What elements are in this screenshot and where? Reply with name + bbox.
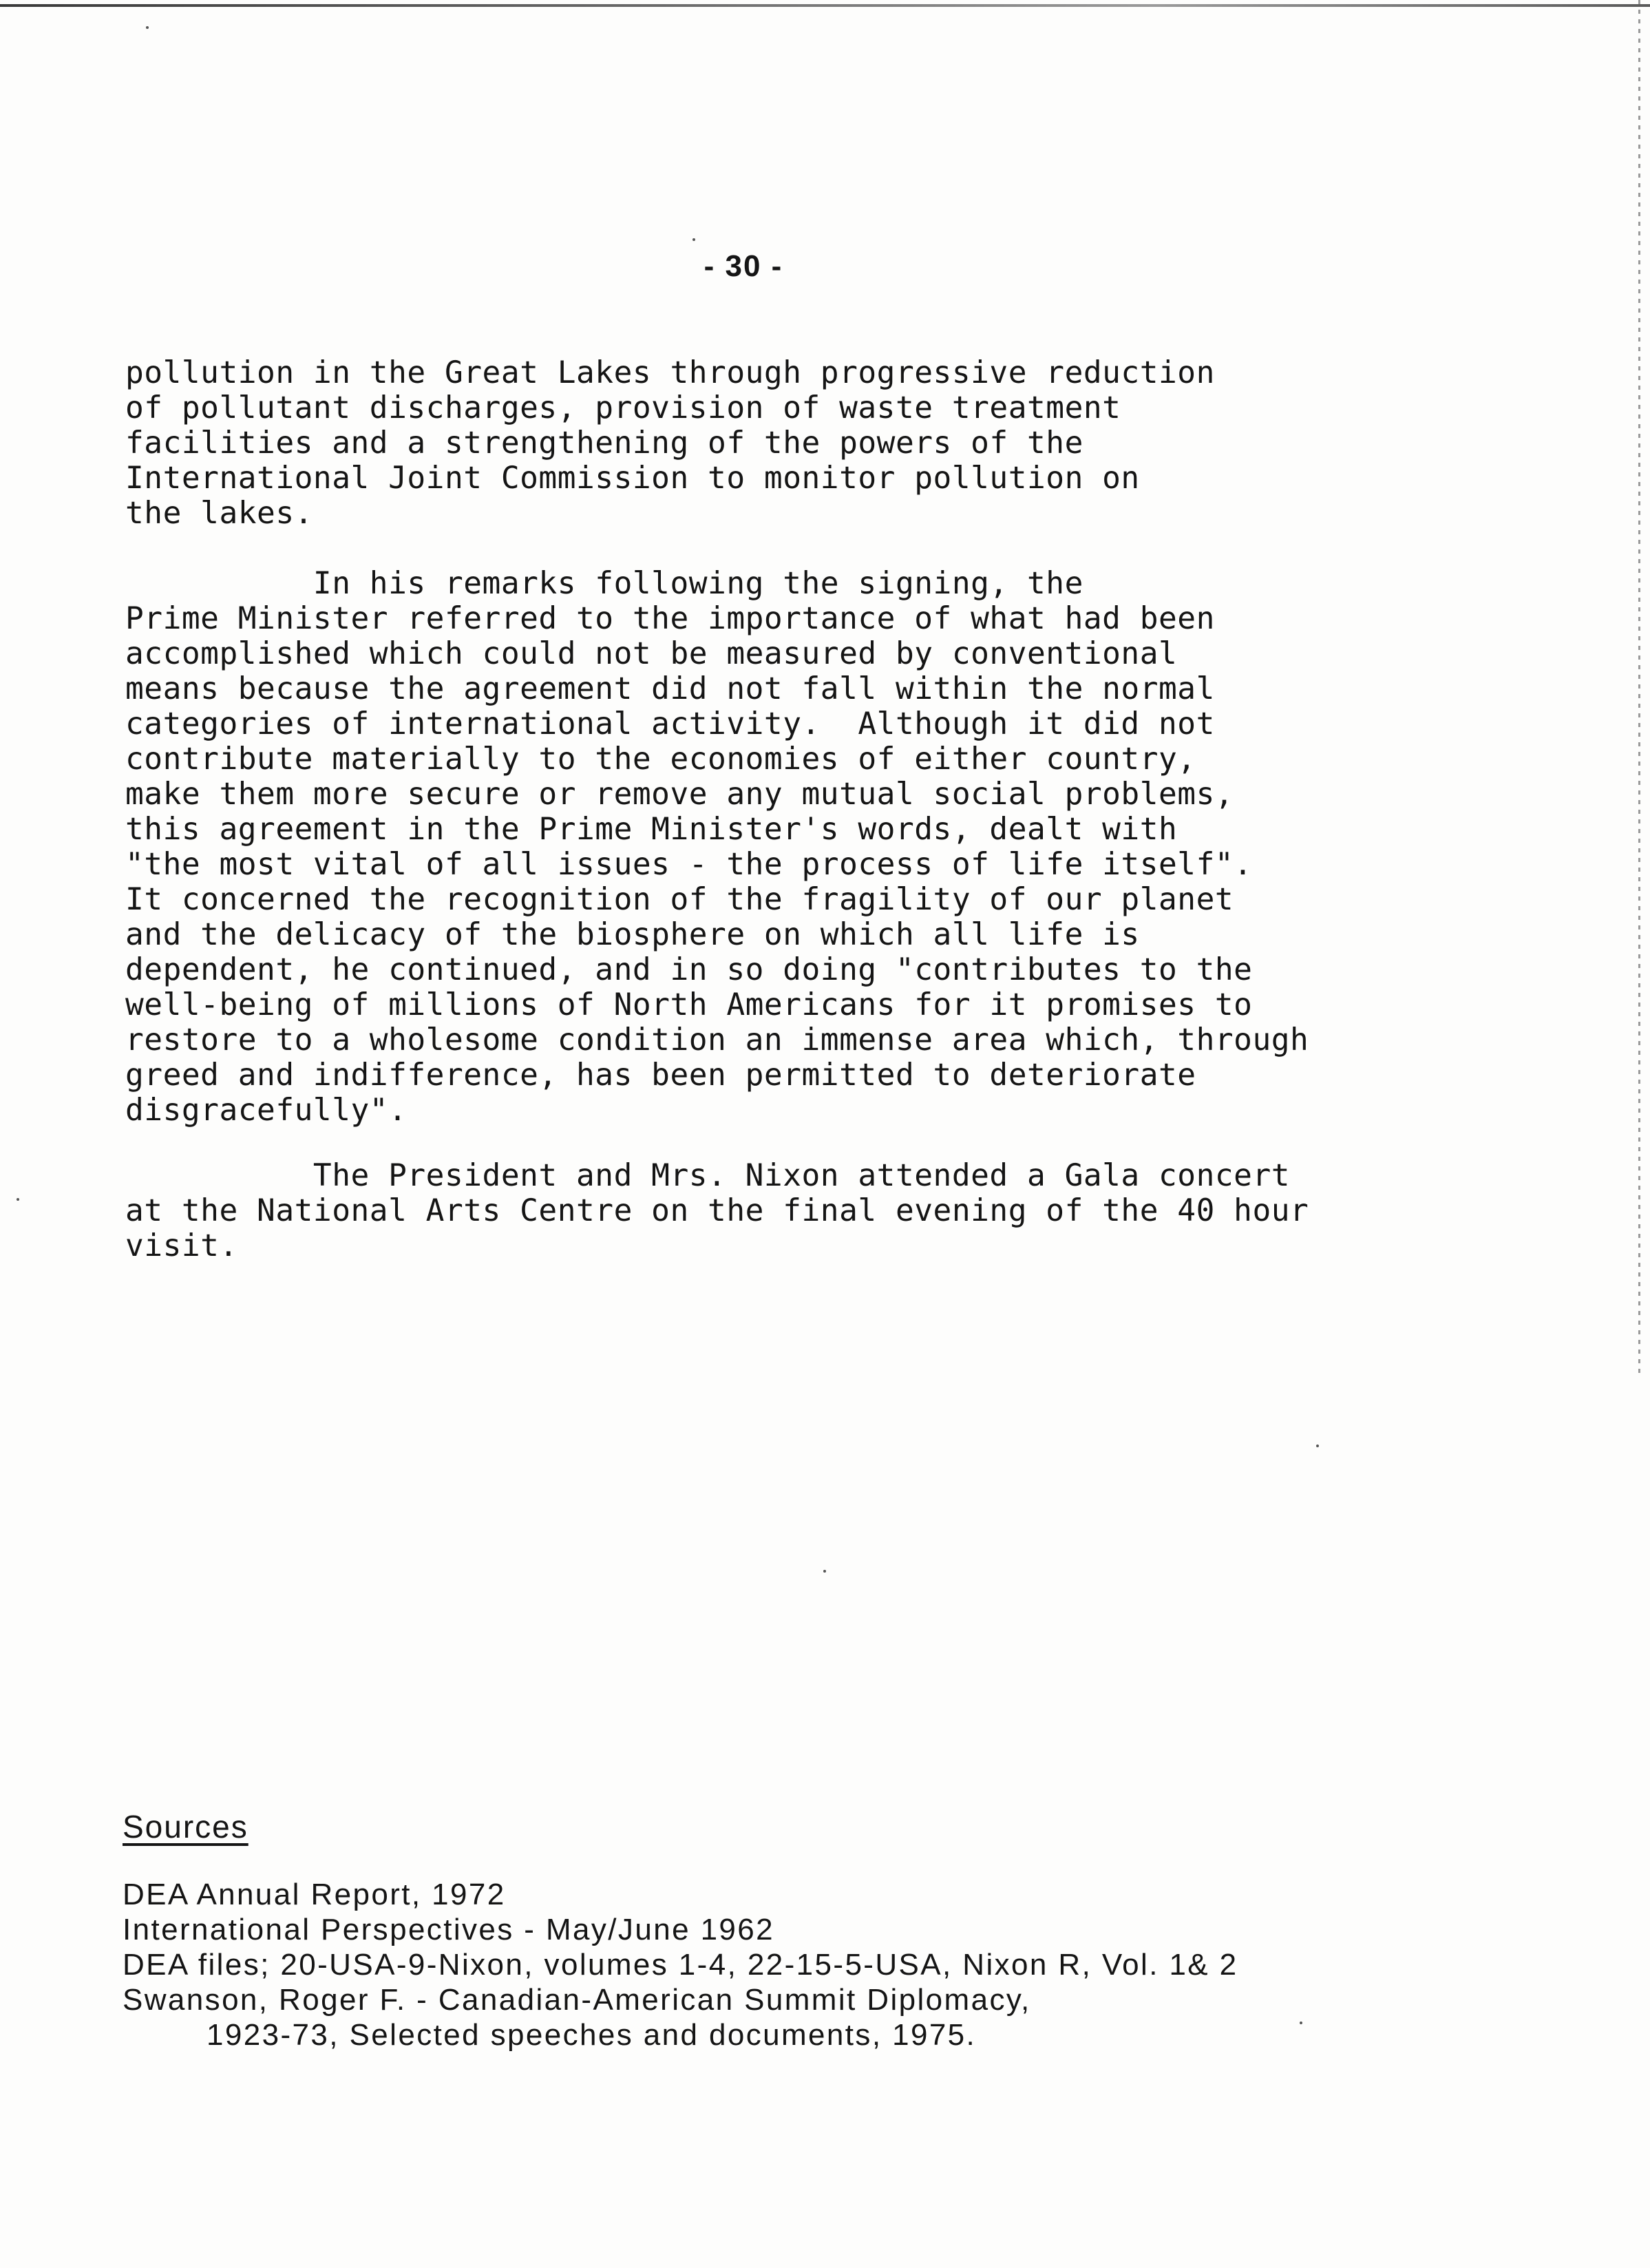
text-line: make them more secure or remove any mutual social problems,	[125, 777, 1234, 812]
scan-speck	[17, 1198, 19, 1201]
text-line: Prime Minister referred to the importance of what had been	[125, 601, 1215, 636]
scan-speck	[692, 238, 695, 241]
source-item-continuation: 1923-73, Selected speeches and documents, 1975.	[207, 2018, 977, 2052]
text-line: International Joint Commission to monitor pollution on	[125, 461, 1140, 496]
text-line: contribute materially to the economies of either country,	[125, 742, 1196, 777]
text-line: "the most vital of all issues - the process of life itself".	[125, 847, 1253, 882]
text-line: facilities and a strengthening of the powers of the	[125, 426, 1083, 461]
text-line: It concerned the recognition of the fragility of our planet	[125, 882, 1234, 917]
text-line: dependent, he continued, and in so doing "contributes to the	[125, 952, 1253, 987]
source-item: DEA files; 20-USA-9-Nixon, volumes 1-4, 22-15-5-USA, Nixon R, Vol. 1& 2	[123, 1948, 1238, 1982]
top-border-rule	[0, 4, 1650, 7]
source-item: Swanson, Roger F. - Canadian-American Summit Diplomacy,	[123, 1983, 1031, 2017]
text-line: accomplished which could not be measured by conventional	[125, 636, 1178, 671]
text-line: greed and indifference, has been permitted to deteriorate	[125, 1058, 1196, 1093]
paragraph-gala-concert	[125, 1158, 1309, 1263]
paragraph-prime-minister-remarks	[125, 566, 1309, 1128]
scan-speck	[146, 26, 149, 29]
scan-speck	[1316, 1445, 1319, 1447]
scan-speck	[823, 1570, 826, 1573]
paragraph-great-lakes	[125, 355, 1215, 531]
text-line: of pollutant discharges, provision of waste treatment	[125, 390, 1121, 426]
text-line: the lakes.	[125, 496, 313, 531]
scan-edge-mark	[1638, 0, 1640, 1377]
source-item: International Perspectives - May/June 1962	[123, 1913, 775, 1946]
sources-heading: Sources	[123, 1809, 248, 1845]
text-line: In his remarks following the signing, the	[125, 566, 1083, 601]
page-number: - 30 -	[704, 249, 783, 283]
source-item: DEA Annual Report, 1972	[123, 1878, 506, 1911]
sources-list	[123, 1877, 1238, 2052]
text-line: categories of international activity. Although it did not	[125, 706, 1215, 742]
text-line: and the delicacy of the biosphere on which all life is	[125, 917, 1140, 952]
text-line: this agreement in the Prime Minister's words, dealt with	[125, 812, 1178, 847]
scan-speck	[1300, 2022, 1302, 2024]
text-line: The President and Mrs. Nixon attended a Gala concert	[125, 1158, 1291, 1193]
text-line: visit.	[125, 1228, 238, 1263]
text-line: restore to a wholesome condition an immense area which, through	[125, 1022, 1309, 1058]
text-line: disgracefully".	[125, 1093, 408, 1128]
text-line: means because the agreement did not fall within the normal	[125, 671, 1215, 706]
text-line: at the National Arts Centre on the final evening of the 40 hour	[125, 1193, 1309, 1228]
text-line: well-being of millions of North Americans for it promises to	[125, 987, 1253, 1022]
text-line: pollution in the Great Lakes through progressive reduction	[125, 355, 1215, 390]
